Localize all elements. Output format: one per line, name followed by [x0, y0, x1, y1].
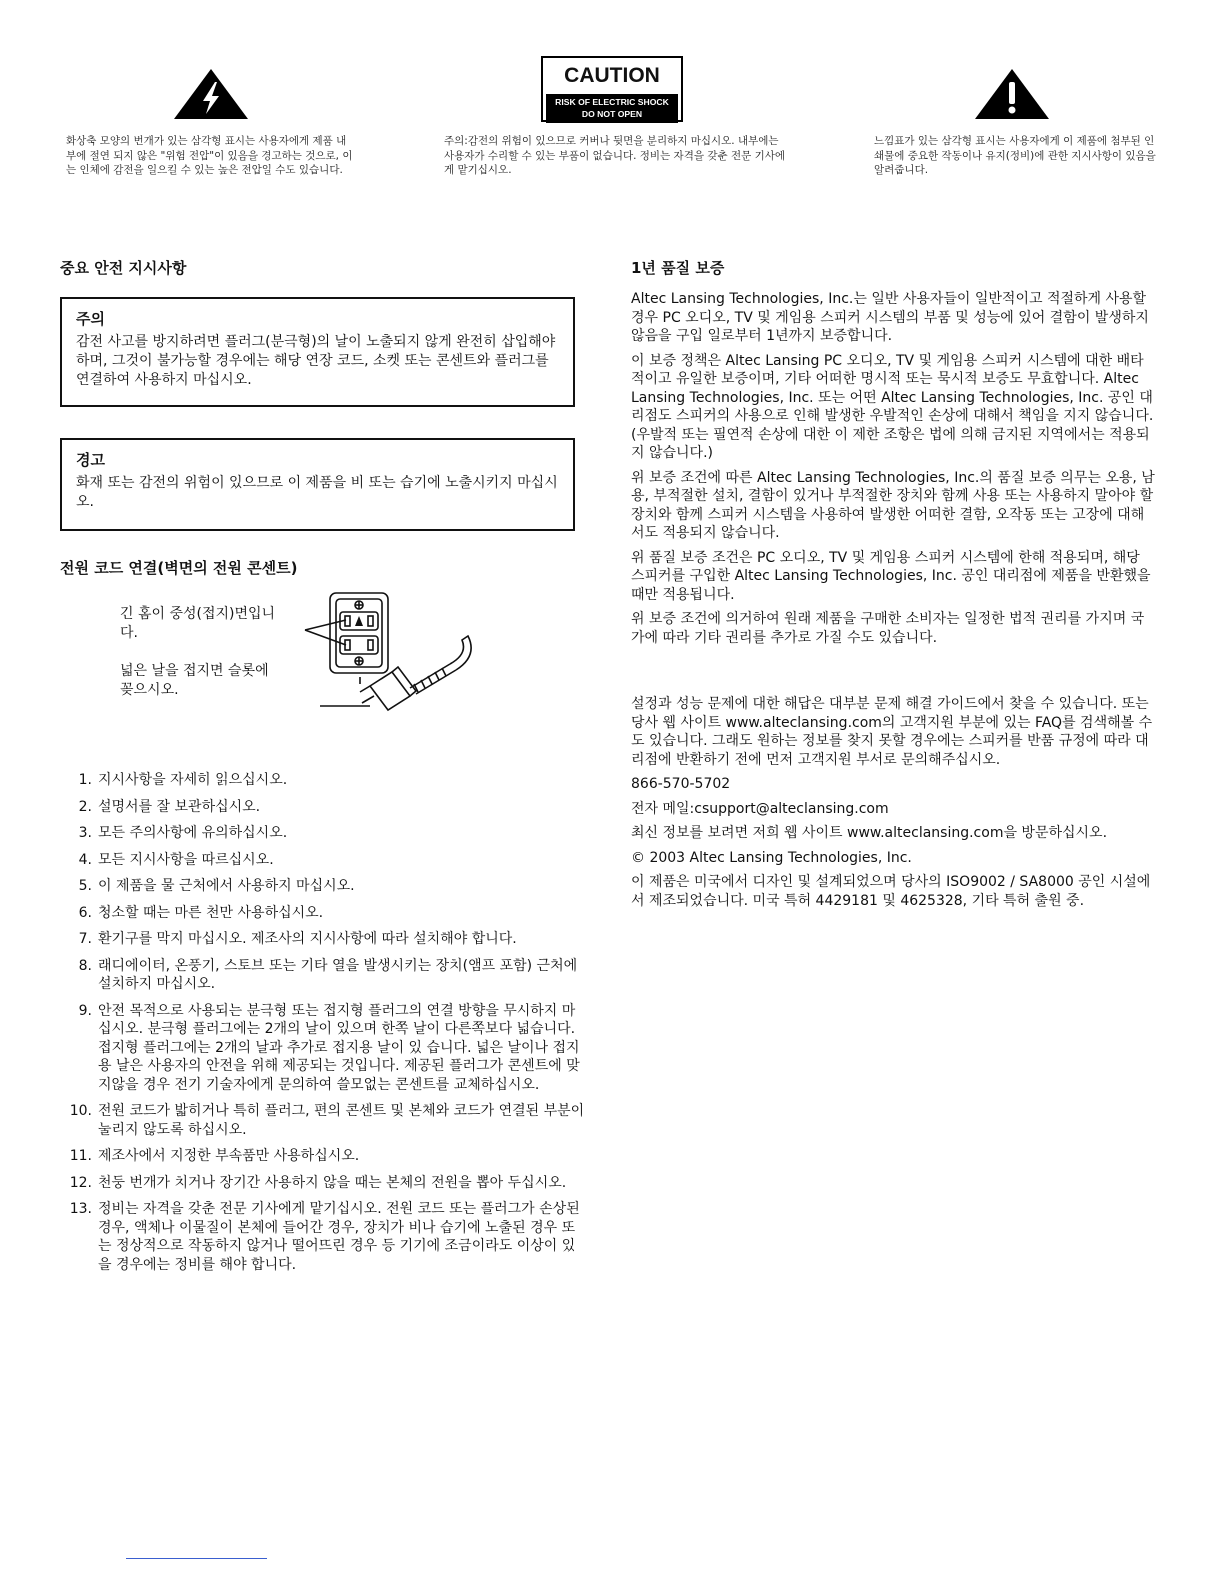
- outlet-label-wide-blade: 넓은 날을 접지면 슬롯에 꽂으시오.: [120, 663, 269, 698]
- instruction-item: 5. 이 제품을 물 근처에서 사용하지 마십시오.: [78, 878, 355, 894]
- instruction-item: 7. 환기구를 막지 마십시오. 제조사의 지시사항에 따라 설치해야 합니다.: [78, 931, 517, 947]
- power-cord-title: 전원 코드 연결(벽면의 전원 콘센트): [60, 559, 298, 577]
- instruction-item: 13. 정비는 자격을 갖춘 전문 기사에게 맡기십시오. 전원 코드 또는 플러그가 손상된 경우, 액체나 이물질이 본체에 들어간 경우, 장치가 비나 습기에 노출된 경우 또는 정상적으로 작동하지 않거나 떨어뜨린 경우 등 기기에 조금이라도 이상이 있을 경우에는 정비를 해야 합니다.: [69, 1201, 580, 1273]
- support-website: 최신 정보를 보려면 저희 웹 사이트 www.alteclansing.com을 방문하십시오.: [631, 825, 1108, 841]
- caution-line-1: RISK OF ELECTRIC SHOCK: [555, 97, 669, 107]
- caution-notice-text: 감전 사고를 방지하려면 플러그(분극형)의 날이 노출되지 않게 완전히 삽입해야 하며, 그것이 불가능할 경우에는 해당 연장 코드, 소켓 또는 콘센트와 플러그를 연결하여 사용하지 마십시오.: [76, 334, 556, 388]
- lightning-caption: 화상축 모양의 번개가 있는 삼각형 표시는 사용자에게 제품 내부에 절연 되지 않은 "위험 전압"이 있음을 경고하는 것으로, 이는 인체에 감전을 일으킬 수 있는 높은 전압일 수도 있습니다.: [66, 135, 353, 176]
- manufacturing-note: 이 제품은 미국에서 디자인 및 설계되었으며 당사의 ISO9002 / SA8000 공인 시설에서 제조되었습니다. 미국 특허 4429181 및 4625328, 기타 특허 출원 중.: [631, 874, 1151, 909]
- instruction-item: 2. 설명서를 잘 보관하십시오.: [78, 798, 261, 815]
- instruction-item: 3. 모든 주의사항에 유의하십시오.: [78, 825, 288, 841]
- outlet-plug-diagram: [300, 588, 485, 723]
- safety-title: 중요 안전 지시사항: [60, 259, 187, 277]
- support-phone: 866-570-5702: [631, 776, 731, 792]
- caution-label: [541, 56, 683, 122]
- caution-line-2: DO NOT OPEN: [581, 109, 643, 119]
- exclamation-caption: 느낌표가 있는 삼각형 표시는 사용자에게 이 제품에 첨부된 인쇄물에 중요한 작동이나 유지(정비)에 관한 지시사항이 있음을 알려줍니다.: [874, 135, 1156, 176]
- safety-instructions-list: [60, 771, 585, 1282]
- support-text: [631, 695, 1156, 916]
- instruction-item: 9. 안전 목적으로 사용되는 분극형 또는 접지형 플러그의 연결 방향을 무시하지 마십시오. 분극형 플러그에는 2개의 날이 있으며 한쪽 날이 다른쪽보다 넓습니다. 접지형 플러그에는 2개의 날과 추가로 접지용 날이 있 습니다. 넓은 날이나 접지용 날은 사용자의 안전을 위해 제공되는 것입니다. 제공된 플러그가 콘센트에 맞지않을 경우 전기 기술자에게 문의하여 쓸모없는 콘센트를 교체하십시오.: [78, 1002, 580, 1093]
- caution-caption: 주의:감전의 위험이 있으므로 커버나 뒷면을 분리하지 마십시오. 내부에는 사용자가 수리할 수 있는 부품이 없습니다. 정비는 자격을 갖춘 전문 기사에게 맡기십시오.: [444, 135, 786, 176]
- warranty-text: [631, 290, 1156, 653]
- warning-notice-text: 화재 또는 감전의 위험이 있으므로 이 제품을 비 또는 습기에 노출시키지 마십시오.: [76, 475, 558, 510]
- caution-notice-box: [60, 297, 575, 407]
- instruction-item: 6. 청소할 때는 마른 천만 사용하십시오.: [78, 904, 324, 921]
- exclamation-warning-icon: [974, 68, 1050, 120]
- caution-strip: [546, 94, 678, 123]
- support-email: 전자 메일:csupport@alteclansing.com: [631, 800, 889, 817]
- copyright: © 2003 Altec Lansing Technologies, Inc.: [631, 849, 912, 866]
- caution-notice-title: 주의: [76, 310, 105, 328]
- instruction-item: 8. 래디에이터, 온풍기, 스토브 또는 기타 열을 발생시키는 장치(앰프 포함) 근처에 설치하지 마십시오.: [78, 957, 578, 992]
- lightning-warning-icon: [173, 68, 249, 120]
- warranty-paragraph: 이 보증 정책은 Altec Lansing PC 오디오, TV 및 게임용 스피커 시스템에 대한 배타적이고 유일한 보증이며, 기타 어떠한 명시적 또는 묵시적 보증도 무효합니다. Altec Lansing Technologies, Inc. 또는 어떤 Altec Lansing Technologies, Inc. 공인 대리점도 스피커의 사용으로 인해 발생한 우발적인 손상에 대해서 책임을 지지 않습니다. (우발적 또는 필연적 손상에 대한 이 제한 조항은 법에 의해 금지된 지역에서는 적용되지 않습니다.): [631, 352, 1154, 461]
- instruction-item: 12. 천둥 번개가 치거나 장기간 사용하지 않을 때는 본체의 전원을 뽑아 두십시오.: [69, 1174, 567, 1191]
- support-paragraph: 설정과 성능 문제에 대한 해답은 대부분 문제 해결 가이드에서 찾을 수 있습니다. 또는 당사 웹 사이트 www.alteclansing.com의 고객지원 부분에 있는 FAQ를 검색해볼 수도 있습니다. 그래도 원하는 정보를 찾지 못할 경우에는 스피커를 반품 규정에 따라 대리점에 반환하기 전에 먼저 고객지원 부서로 문의해주십시오.: [631, 696, 1153, 768]
- warranty-title: 1년 품질 보증: [631, 259, 725, 277]
- warranty-paragraph: 위 보증 조건에 의거하여 원래 제품을 구매한 소비자는 일정한 법적 권리를 가지며 국가에 따라 기타 권리를 추가로 가질 수도 있습니다.: [631, 611, 1145, 646]
- warranty-paragraph: 위 보증 조건에 따른 Altec Lansing Technologies, Inc.의 품질 보증 의무는 오용, 남용, 부적절한 설치, 결함이 있거나 부적절한 장치와 함께 사용 또는 사용하지 말아야 할 장치와 함께 스피커 시스템을 사용하여 발생한 어떠한 결함, 오작동 또는 고장에 대해서도 적용되지 않습니다.: [631, 469, 1155, 541]
- warning-notice-box: [60, 438, 575, 531]
- caution-title: CAUTION: [564, 64, 660, 87]
- warranty-paragraph: Altec Lansing Technologies, Inc.는 일반 사용자들이 일반적이고 적절하게 사용할 경우 PC 오디오, TV 및 게임용 스피커 시스템의 부품 및 성능에 있어 결함이 발생하지 않음을 구입 일로부터 1년까지 보증합니다.: [631, 291, 1149, 344]
- outlet-label-neutral: 긴 홈이 중성(접지)면입니다.: [120, 606, 276, 641]
- instruction-item: 1. 지시사항을 자세히 읽으십시오.: [78, 772, 288, 788]
- instruction-item: 10. 전원 코드가 밟히거나 특히 플러그, 편의 콘센트 및 본체와 코드가 연결된 부분이 눌리지 않도록 하십시오.: [69, 1103, 585, 1138]
- warning-notice-title: 경고: [76, 451, 105, 469]
- footer-rule: [126, 1558, 267, 1559]
- warranty-paragraph: 위 품질 보증 조건은 PC 오디오, TV 및 게임용 스피커 시스템에 한해 적용되며, 해당 스피커를 구입한 Altec Lansing Technologies, Inc. 공인 대리점에 제품을 반환했을 때만 적용됩니다.: [631, 549, 1151, 603]
- instruction-item: 4. 모든 지시사항을 따르십시오.: [78, 851, 274, 868]
- instruction-item: 11. 제조사에서 지정한 부속품만 사용하십시오.: [69, 1148, 360, 1164]
